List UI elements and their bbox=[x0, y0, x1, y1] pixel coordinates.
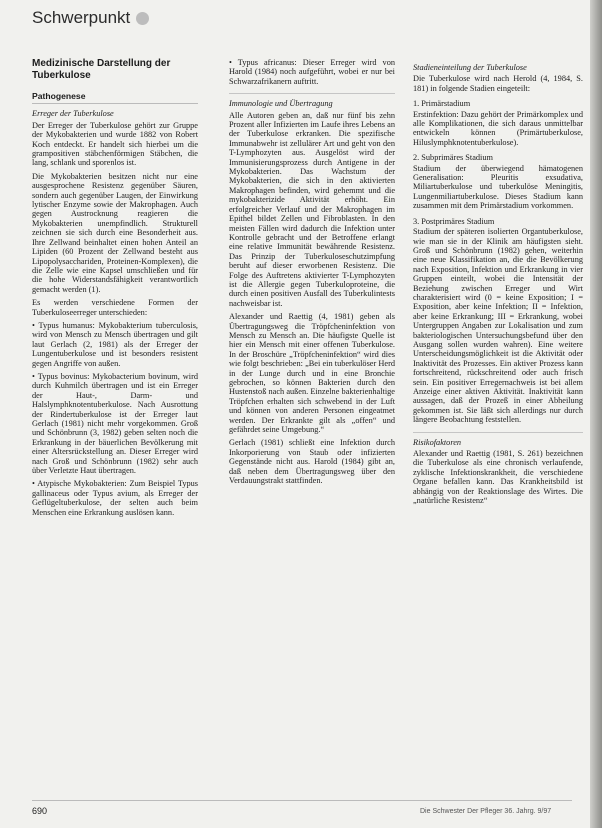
paragraph: Die Tuberkulose wird nach Herold (4, 1984, S. 181) in folgende Stadien eingeteilt: bbox=[413, 74, 583, 93]
bullet-item: • Typus humanus: Mykobakterium tuberculosis, wird von Mensch zu Mensch übertragen und gilt laut Gerlach (2, 1981) als der Erreger der Lungentuberkulose und ist besonders resistent gegen Angriffe von außen. bbox=[32, 320, 198, 368]
section-header bbox=[32, 8, 149, 28]
paragraph: Alexander und Raettig (4, 1981) geben als Übertragungsweg die Tröpfcheninfektion von Mensch zu Mensch an. Die häufigste Quelle ist hier ein Mensch mit einer offenen Tuberkulose. In der Broschüre „Tröpfcheninfektion“ wird dies wie folgt beschrieben: „Bei ein tuberkulöser Herd in der Lunge durch und in eine Bronchie gebrochen, so können Bakterien durch den Hustenstoß nach außen. Einzelne bakterienhaltige Tröpfchen erhalten sich schwebend in der Luft und können von anderen Personen eingeatmet werden. Der Erkrankte gilt als „offen“ und gefährdet seine Umgebung.“ bbox=[229, 312, 395, 435]
divider bbox=[229, 93, 395, 94]
paragraph: Alexander und Raettig (1981, S. 261) bezeichnen die Tuberkulose als eine chronisch verlaufende, zyklische Infektionskrankheit, die verschiedene Organe befallen kann. Das Krankheitsbild ist abhängig von der Reaktionslage des Wirtes. Die „natürliche Resistenz“ bbox=[413, 449, 583, 506]
stage-heading: 3. Postprimäres Stadium bbox=[413, 216, 495, 226]
bullet-item: • Typus bovinus: Mykobacterium bovinum, wird durch Kuhmilch übertragen und ist ein Erreger der Haut-, Darm- und Halslymphknotentuberkulose. Nach Ausrottung der Rindertuberkulose ist der Erreger laut Gerlach (1981) nicht mehr vorgekommen. Groß und Schönbrunn (3, 1982) geben selten noch die Erkrankung in der bäuerlichen Bevölkerung mit einer Altersrückstellung an. Dieser Erreger wird nach Groß und Schönbrunn (1982) sehr auch über Verletzte Haut übertragen. bbox=[32, 371, 198, 476]
heading-risikofaktoren: Risikofaktoren bbox=[413, 437, 462, 447]
heading-stadien: Stadieneinteilung der Tuberkulose bbox=[413, 63, 527, 72]
paragraph: Die Mykobakterien besitzen nicht nur eine ausgesprochene Resistenz gegenüber Säuren, sondern auch gegenüber Laugen, der Einwirkung lytischer Enzyme sowie der Makrophagen. Auch gegen Austrocknung reagieren die Mykobakterien unempfindlich. Strukturell zeichnen sie sich durch eine Besonderheit aus. Ihre Zellwand beinhaltet einen hohen Anteil an Lipiden (60 Prozent der Zellwand besteht aus Lipopolysacchariden, Proteinen-Komplexen), die die Zelle wie eine Kapsel umschließen und für die hohe Widerstandsfähigkeit verantwortlich gemacht werden (1). bbox=[32, 171, 198, 294]
section-title: Schwerpunkt bbox=[32, 8, 131, 27]
paragraph: Stadium der späteren isolierten Organtuberkulose, wie man sie in der Klinik am häufigsten sieht. Groß und Schönbrunn (1982) gehen, weiterhin eine neue Klassifikation an, die die Bevölkerung nach Exposition, Infektion und Erkrankung in vier Gruppen einteilt, wobei die Intensität der Beziehung zwischen Erreger und Wirt charakterisiert wird (0 = keine Exposition; I = Exposition, aber keine Infektion; II = Infektion, aber keine Erkrankung; III = Erkrankung, wobei Untergruppen Angaben zur Lokalisation und zum bakteriologischen Untersuchungsbefund über den Ausgang sollen wurden wahren). Eine weitere Unterscheidungsmöglichkeit ist die Aktivität oder Inaktivität des Prozesses. Ein aktiver Prozess kann fortschreitend, rückschreitend oder auch frisch sein. Ein positiver Erregernachweis ist bei allem Anzeige einer aktiven Aktivität. Inaktivität kann aussagen, daß der Prozeß in einer Abheilung gekommen ist. Sie läßt sich allerdings nur durch längere Beobachtung feststellen. bbox=[413, 227, 583, 425]
footer-rule bbox=[32, 800, 572, 801]
page-number: 690 bbox=[32, 806, 48, 816]
paragraph: Alle Autoren geben an, daß nur fünf bis zehn Prozent aller Infizierten im Laufe ihres Lebens an der Tuberkulose erkranken. Die spezifische Immunabwehr ist zellulärer Art und geht von den T-Lymphozyten aus. Ausgelöst wird der Immunisierungsprozess durch Antigene in der Mykobakterien. Das Wachstum der Mykobakterien, die sich in den aktivierten Makrophagen befinden, wird gehemmt und die mykobakterizide Aktivität erhöht. Ein erfolgreicher Verlauf und der Makrophagen im Epithel bildet Zellen und Fibroblasten. In den meisten Fällen wird dadurch die Infektion unter Kontrolle gebracht und der Betroffene erlangt eine relative Immunität bewährende Resistenz. Das Prinzip der Tuberkuloseschutzimpfung beruht auf dieser erworbenen Resistenz. Die Folge des Auftretens aktivierter T-Lymphozyten ist die Allergie gegen Tuberkuloproteine, die durch einen positiven Ausfall des Tuberkulintests nachweisbar ist. bbox=[229, 110, 395, 308]
paragraph: Gerlach (1981) schließt eine Infektion durch Inkorporierung von Staub oder infizierten Gegenstände nicht aus. Harold (1984) gibt an, daß neben dem Übertragungsweg über den Verdauungstrakt stattfinden. bbox=[229, 438, 395, 486]
stage-heading: 1. Primärstadium bbox=[413, 99, 471, 109]
article-title: Medizinische Darstellung der Tuberkulose bbox=[32, 58, 171, 81]
paragraph: Es werden verschiedene Formen der Tuberkuloseerreger unterschieden: bbox=[32, 298, 198, 317]
paragraph: Stadium der überwiegend hämatogenen Generalisation: Pleuritis exsudativa, Miliartuberkulose und tuberkulöse Meningitis, Lungenmiliartuberkulose. Dieses Stadium kann zusammen mit dem Primärstadium vorkommen. bbox=[413, 163, 583, 211]
bullet-item: • Typus africanus: Dieser Erreger wird von Harold (1984) noch aufgeführt, wobei er nur bei Schwarzafrikanern auftritt. bbox=[229, 58, 395, 86]
binding-shadow bbox=[590, 0, 602, 828]
subheading-erreger: Erreger der Tuberkulose bbox=[32, 109, 114, 119]
heading-pathogenese: Pathogenese bbox=[32, 92, 198, 104]
column-2 bbox=[229, 58, 395, 489]
section-dot-icon bbox=[136, 12, 149, 25]
paragraph: Der Erreger der Tuberkulose gehört zur Gruppe der Mykobakterien und wurde 1882 von Robert Koch entdeckt. Er handelt sich hierbei um die grampositiven stäbchenförmigen Stäbchen, die lang, schlank und sporenlos ist. bbox=[32, 120, 198, 168]
bullet-item: • Atypische Mykobakterien: Zum Beispiel Typus gallinaceus oder Typus avium, als Erreger der Geflügeltuberkulose, der selten auch beim Menschen eine Erkrankung auslösen kann. bbox=[32, 479, 198, 517]
paragraph: Erstinfektion: Dazu gehört der Primärkomplex und alle Komplikationen, die sich daraus unmittelbar entwickeln können (Primärtuberkulose, Hiluslymphknotentuberkulose). bbox=[413, 109, 583, 147]
journal-info: Die Schwester Der Pfleger 36. Jahrg. 9/97 bbox=[420, 808, 552, 815]
heading-immunologie: Immunologie und Übertragung bbox=[229, 99, 333, 109]
stage-heading: 2. Subprimäres Stadium bbox=[413, 153, 493, 163]
divider bbox=[413, 432, 583, 433]
column-1 bbox=[32, 58, 198, 521]
column-3 bbox=[413, 58, 583, 509]
